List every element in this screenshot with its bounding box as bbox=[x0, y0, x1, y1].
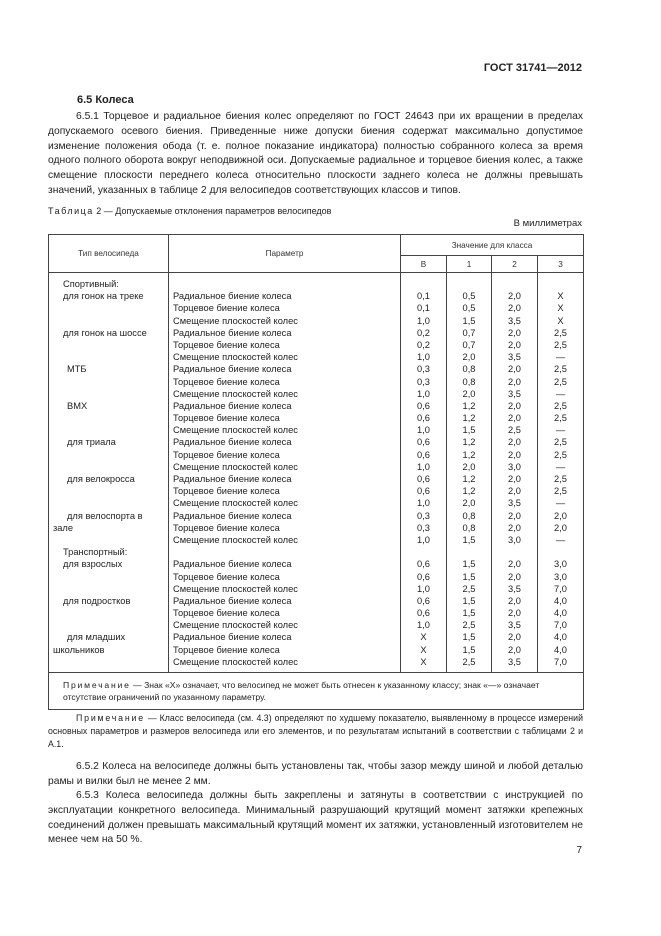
param-cell: Торцевое биение колеса bbox=[173, 486, 280, 497]
value-b-cell: 0,6 bbox=[417, 449, 430, 460]
param-cell: Радиальное биение колеса bbox=[173, 474, 292, 484]
value-2-cell bbox=[492, 546, 537, 558]
value-1-cell: 2,5 bbox=[462, 620, 476, 631]
type-cell: для триала bbox=[67, 437, 116, 448]
type-cell: МТБ bbox=[67, 364, 87, 375]
value-1-cell: 0,5 bbox=[462, 303, 476, 314]
value-1-cell: 1,2 bbox=[462, 486, 476, 497]
value-2-cell bbox=[492, 278, 537, 290]
value-3-cell: — bbox=[555, 425, 566, 436]
value-3-cell: X bbox=[557, 315, 564, 326]
value-3-cell: 2,5 bbox=[554, 339, 567, 350]
value-2-cell: 3,0 bbox=[508, 534, 521, 545]
type-cell bbox=[49, 485, 168, 497]
class-b-column bbox=[401, 273, 447, 673]
value-3-cell: 2,5 bbox=[554, 400, 567, 411]
class-header-3: 3 bbox=[538, 256, 584, 273]
value-2-cell: 2,5 bbox=[508, 425, 521, 436]
type-cell: Транспортный: bbox=[63, 547, 128, 558]
value-2-cell: 2,0 bbox=[508, 510, 521, 521]
type-cell bbox=[49, 583, 168, 595]
param-cell: Торцевое биение колеса bbox=[173, 608, 280, 619]
value-2-cell: 2,0 bbox=[508, 522, 521, 533]
value-b-cell: 1,0 bbox=[417, 461, 430, 472]
value-b-cell: 1,0 bbox=[417, 498, 430, 509]
value-3-cell: 2,5 bbox=[554, 364, 567, 375]
param-cell: Радиальное биение колеса bbox=[173, 437, 292, 448]
param-cell: Смещение плоскостей колес bbox=[173, 425, 298, 436]
table-caption-word: Таблица bbox=[48, 206, 94, 216]
value-1-cell: 1,5 bbox=[462, 559, 476, 570]
type-cell bbox=[49, 424, 168, 436]
value-1-cell: 0,8 bbox=[462, 510, 476, 521]
value-3-cell: 4,0 bbox=[554, 608, 567, 619]
value-b-cell: 0,1 bbox=[417, 303, 430, 314]
value-b-cell: 0,6 bbox=[417, 413, 430, 424]
value-1-cell bbox=[447, 546, 491, 558]
value-1-cell: 2,0 bbox=[462, 498, 476, 509]
value-b-cell: 0,2 bbox=[417, 327, 430, 338]
value-2-cell: 2,0 bbox=[508, 595, 521, 606]
param-cell: Смещение плоскостей колес bbox=[173, 498, 298, 509]
type-cell bbox=[49, 388, 168, 400]
value-b-cell: 0,1 bbox=[417, 291, 430, 302]
value-2-cell: 3,5 bbox=[508, 352, 521, 363]
value-1-cell: 1,5 bbox=[462, 315, 476, 326]
value-2-cell: 2,0 bbox=[508, 339, 521, 350]
value-b-cell: 0,6 bbox=[417, 474, 430, 484]
value-1-cell: 1,2 bbox=[462, 474, 476, 484]
param-cell: Радиальное биение колеса bbox=[173, 559, 292, 570]
value-1-cell: 0,5 bbox=[462, 291, 476, 302]
value-b-cell: 0,6 bbox=[417, 486, 430, 497]
post-note-text: — Класс велосипеда (см. 4.3) определяют по худшему показателю, выявленному в процессе измерений основных параметров и размеров велосипеда или его элементов, и по результатам испытаний в соответствии с таблицами 2 и А.1. bbox=[48, 713, 583, 749]
type-column bbox=[49, 273, 169, 673]
table-note-text: — Знак «X» означает, что велосипед не может быть отнесен к указанному классу; знак «—» означает отсутствие ограничений по указанному параметру. bbox=[63, 680, 540, 702]
class-2-column bbox=[492, 273, 538, 673]
value-3-cell: 2,0 bbox=[554, 510, 567, 521]
param-cell: Радиальное биение колеса bbox=[173, 291, 292, 302]
value-2-cell: 2,0 bbox=[508, 474, 521, 484]
value-1-cell: 2,5 bbox=[462, 583, 476, 594]
value-3-cell: 4,0 bbox=[554, 595, 567, 606]
value-b-cell: 1,0 bbox=[417, 425, 430, 436]
value-2-cell: 2,0 bbox=[508, 413, 521, 424]
value-1-cell: 1,5 bbox=[462, 571, 476, 582]
value-b-cell: 1,0 bbox=[417, 534, 430, 545]
type-cell bbox=[49, 376, 168, 388]
col-header-type: Тип велосипеда bbox=[49, 235, 169, 273]
param-column bbox=[169, 273, 401, 673]
table-note-word: Примечание bbox=[63, 680, 131, 690]
value-3-cell: 3,0 bbox=[554, 559, 567, 570]
col-header-values: Значение для класса bbox=[401, 235, 584, 256]
param-cell: Смещение плоскостей колес bbox=[173, 534, 298, 545]
value-1-cell: 0,8 bbox=[462, 376, 476, 387]
value-3-cell: 2,5 bbox=[554, 449, 567, 460]
type-cell bbox=[49, 607, 168, 619]
param-cell: Торцевое биение колеса bbox=[173, 376, 280, 387]
param-cell: Торцевое биение колеса bbox=[173, 571, 280, 582]
value-3-cell: 4,0 bbox=[554, 632, 567, 643]
param-cell: Торцевое биение колеса bbox=[173, 339, 280, 350]
value-3-cell: 2,5 bbox=[554, 376, 567, 387]
value-2-cell: 3,5 bbox=[508, 656, 521, 667]
value-b-cell: X bbox=[420, 632, 427, 643]
type-cell bbox=[49, 412, 168, 424]
value-3-cell: 3,0 bbox=[554, 571, 567, 582]
value-2-cell: 3,5 bbox=[508, 498, 521, 509]
value-3-cell: 2,5 bbox=[554, 486, 567, 497]
class-header-b: B bbox=[401, 256, 447, 273]
class-1-column bbox=[447, 273, 492, 673]
value-2-cell: 3,0 bbox=[508, 461, 521, 472]
value-3-cell: — bbox=[555, 388, 566, 399]
type-cell: для велоспорта в bbox=[67, 510, 143, 521]
param-cell: Торцевое биение колеса bbox=[173, 644, 280, 655]
type-cell: для подростков bbox=[63, 595, 131, 606]
paragraph-6-5-2: 6.5.2 Колеса на велосипеде должны быть установлены так, чтобы зазор между шиной и любой деталью рамы и вилки был не менее 2 мм. bbox=[48, 761, 583, 787]
value-2-cell: 2,0 bbox=[508, 327, 521, 338]
param-cell: Смещение плоскостей колес bbox=[173, 620, 298, 631]
value-2-cell: 3,5 bbox=[508, 388, 521, 399]
paragraph-6-5-3: 6.5.3 Колеса велосипеда должны быть закреплены и затянуты в соответствии с инструкцией по эксплуатации конкретного велосипеда. Минимальный разрушающий крутящий момент затяжки крепежных соединений должен превышать максимальный крутящий момент их затяжки, установленный изготовителем не менее чем на 50 %. bbox=[48, 790, 583, 846]
value-2-cell: 2,0 bbox=[508, 364, 521, 375]
param-cell: Смещение плоскостей колес bbox=[173, 461, 298, 472]
value-b-cell: 1,0 bbox=[417, 583, 430, 594]
value-b-cell: 1,0 bbox=[417, 352, 430, 363]
param-cell: Смещение плоскостей колес bbox=[173, 388, 298, 399]
value-3-cell: 7,0 bbox=[554, 583, 567, 594]
param-cell: Смещение плоскостей колес bbox=[173, 315, 298, 326]
type-cell: школьников bbox=[53, 644, 105, 655]
type-cell bbox=[49, 315, 168, 327]
tolerance-table bbox=[48, 234, 584, 710]
value-b-cell: 0,3 bbox=[417, 522, 430, 533]
value-b-cell: 0,2 bbox=[417, 339, 430, 350]
value-b-cell: X bbox=[420, 656, 427, 667]
value-3-cell: 4,0 bbox=[554, 644, 567, 655]
value-b-cell bbox=[401, 278, 446, 290]
col-header-param: Параметр bbox=[169, 235, 401, 273]
value-2-cell: 2,0 bbox=[508, 291, 521, 302]
value-2-cell: 2,0 bbox=[508, 644, 521, 655]
value-2-cell: 3,5 bbox=[508, 315, 521, 326]
value-b-cell: 1,0 bbox=[417, 388, 430, 399]
type-cell: зале bbox=[53, 522, 74, 533]
param-cell: Торцевое биение колеса bbox=[173, 303, 280, 314]
param-cell: Радиальное биение колеса bbox=[173, 510, 292, 521]
value-1-cell: 1,5 bbox=[462, 595, 476, 606]
param-cell: Смещение плоскостей колес bbox=[173, 352, 298, 363]
param-cell: Радиальное биение колеса bbox=[173, 632, 292, 643]
param-cell: Торцевое биение колеса bbox=[173, 449, 280, 460]
section-title: 6.5 Колеса bbox=[77, 94, 134, 106]
param-cell: Радиальное биение колеса bbox=[173, 400, 292, 411]
value-3-cell: 2,5 bbox=[554, 413, 567, 424]
value-2-cell: 2,0 bbox=[508, 376, 521, 387]
type-cell: для велокросса bbox=[67, 474, 135, 484]
type-cell bbox=[49, 449, 168, 461]
table-note bbox=[49, 673, 584, 710]
value-1-cell: 1,2 bbox=[462, 449, 476, 460]
type-cell: для младших bbox=[67, 632, 126, 643]
post-table-note bbox=[48, 712, 583, 751]
value-3-cell: — bbox=[555, 461, 566, 472]
value-b-cell: 0,6 bbox=[417, 559, 430, 570]
value-3-cell: — bbox=[555, 352, 566, 363]
value-b-cell: 0,3 bbox=[417, 376, 430, 387]
value-3-cell: — bbox=[555, 498, 566, 509]
value-1-cell: 1,2 bbox=[462, 437, 476, 448]
table-caption bbox=[48, 206, 331, 216]
value-1-cell: 2,0 bbox=[462, 461, 476, 472]
class-3-column bbox=[538, 273, 584, 673]
param-cell: Радиальное биение колеса bbox=[173, 595, 292, 606]
value-2-cell: 2,0 bbox=[508, 571, 521, 582]
value-b-cell: 0,3 bbox=[417, 510, 430, 521]
value-3-cell: 7,0 bbox=[554, 656, 567, 667]
post-note-word: Примечание bbox=[76, 713, 145, 723]
type-cell bbox=[49, 619, 168, 631]
value-3-cell: 2,5 bbox=[554, 327, 567, 338]
value-b-cell: 0,3 bbox=[417, 364, 430, 375]
type-cell bbox=[49, 656, 168, 668]
value-3-cell: X bbox=[557, 291, 564, 302]
type-cell bbox=[49, 351, 168, 363]
type-cell: ВМХ bbox=[67, 400, 88, 411]
value-2-cell: 2,0 bbox=[508, 400, 521, 411]
page-number: 7 bbox=[576, 845, 582, 856]
param-cell: Радиальное биение колеса bbox=[173, 327, 292, 338]
table-caption-text: 2 — Допускаемые отклонения параметров велосипедов bbox=[93, 206, 332, 216]
value-2-cell: 3,5 bbox=[508, 620, 521, 631]
document-header: ГОСТ 31741—2012 bbox=[483, 62, 582, 74]
value-3-cell bbox=[538, 546, 583, 558]
value-2-cell: 2,0 bbox=[508, 486, 521, 497]
value-1-cell: 0,8 bbox=[462, 522, 476, 533]
value-b-cell: 0,6 bbox=[417, 400, 430, 411]
value-b-cell: 0,6 bbox=[417, 608, 430, 619]
value-1-cell bbox=[447, 278, 491, 290]
value-1-cell: 1,2 bbox=[462, 400, 476, 411]
value-2-cell: 2,0 bbox=[508, 632, 521, 643]
value-1-cell: 0,8 bbox=[462, 364, 476, 375]
value-1-cell: 2,5 bbox=[462, 656, 476, 667]
value-b-cell: 0,6 bbox=[417, 437, 430, 448]
value-1-cell: 1,5 bbox=[462, 425, 476, 436]
param-cell: Торцевое биение колеса bbox=[173, 522, 280, 533]
type-cell: для гонок на шоссе bbox=[63, 327, 147, 338]
paragraph-6-5-1: 6.5.1 Торцевое и радиальное биения колес определяют по ГОСТ 24643 при их вращении в пределах допускаемого осевого биения. Приведенные ниже допуски биения содержат максимально допустимое изменение положения обода (т. е. полное показание индикатора) полностью собранного колеса за время одного полного оборота вокруг неподвижной оси. Допускаемые радиальное и торцевое биения колес, а также смещение плоскости переднего колеса относительно плоскости заднего колеса не должны превышать значений, указанных в таблице 2 для велосипедов соответствующих классов и типов. bbox=[48, 111, 583, 196]
param-cell bbox=[169, 278, 400, 290]
value-1-cell: 1,5 bbox=[462, 632, 476, 643]
type-cell bbox=[49, 302, 168, 314]
type-cell bbox=[49, 534, 168, 546]
value-3-cell: 2,5 bbox=[554, 474, 567, 484]
type-cell bbox=[49, 497, 168, 509]
value-2-cell: 3,5 bbox=[508, 583, 521, 594]
value-b-cell: 1,0 bbox=[417, 620, 430, 631]
value-2-cell: 2,0 bbox=[508, 608, 521, 619]
value-b-cell: 1,0 bbox=[417, 315, 430, 326]
type-cell: для взрослых bbox=[63, 559, 123, 570]
param-cell bbox=[169, 546, 400, 558]
value-1-cell: 1,5 bbox=[462, 608, 476, 619]
value-1-cell: 0,7 bbox=[462, 339, 476, 350]
value-2-cell: 2,0 bbox=[508, 449, 521, 460]
value-b-cell bbox=[401, 546, 446, 558]
type-cell: Спортивный: bbox=[63, 279, 119, 289]
value-2-cell: 2,0 bbox=[508, 303, 521, 314]
param-cell: Смещение плоскостей колес bbox=[173, 583, 298, 594]
param-cell: Радиальное биение колеса bbox=[173, 364, 292, 375]
value-3-cell: X bbox=[557, 303, 564, 314]
value-3-cell bbox=[538, 278, 583, 290]
value-3-cell: 7,0 bbox=[554, 620, 567, 631]
type-cell bbox=[49, 339, 168, 351]
type-cell bbox=[49, 461, 168, 473]
value-1-cell: 1,5 bbox=[462, 644, 476, 655]
value-b-cell: 0,6 bbox=[417, 571, 430, 582]
param-cell: Смещение плоскостей колес bbox=[173, 656, 298, 667]
value-b-cell: X bbox=[420, 644, 427, 655]
class-header-1: 1 bbox=[447, 256, 492, 273]
value-2-cell: 2,0 bbox=[508, 559, 521, 570]
value-1-cell: 0,7 bbox=[462, 327, 476, 338]
units-note: В миллиметрах bbox=[513, 218, 582, 229]
value-1-cell: 1,2 bbox=[462, 413, 476, 424]
value-3-cell: 2,5 bbox=[554, 437, 567, 448]
value-b-cell: 0,6 bbox=[417, 595, 430, 606]
param-cell: Торцевое биение колеса bbox=[173, 413, 280, 424]
value-2-cell: 2,0 bbox=[508, 437, 521, 448]
value-3-cell: 2,0 bbox=[554, 522, 567, 533]
type-cell: для гонок на треке bbox=[63, 291, 144, 302]
value-1-cell: 2,0 bbox=[462, 352, 476, 363]
value-3-cell: — bbox=[555, 534, 566, 545]
value-1-cell: 1,5 bbox=[462, 534, 476, 545]
value-1-cell: 2,0 bbox=[462, 388, 476, 399]
type-cell bbox=[49, 571, 168, 583]
class-header-2: 2 bbox=[492, 256, 538, 273]
